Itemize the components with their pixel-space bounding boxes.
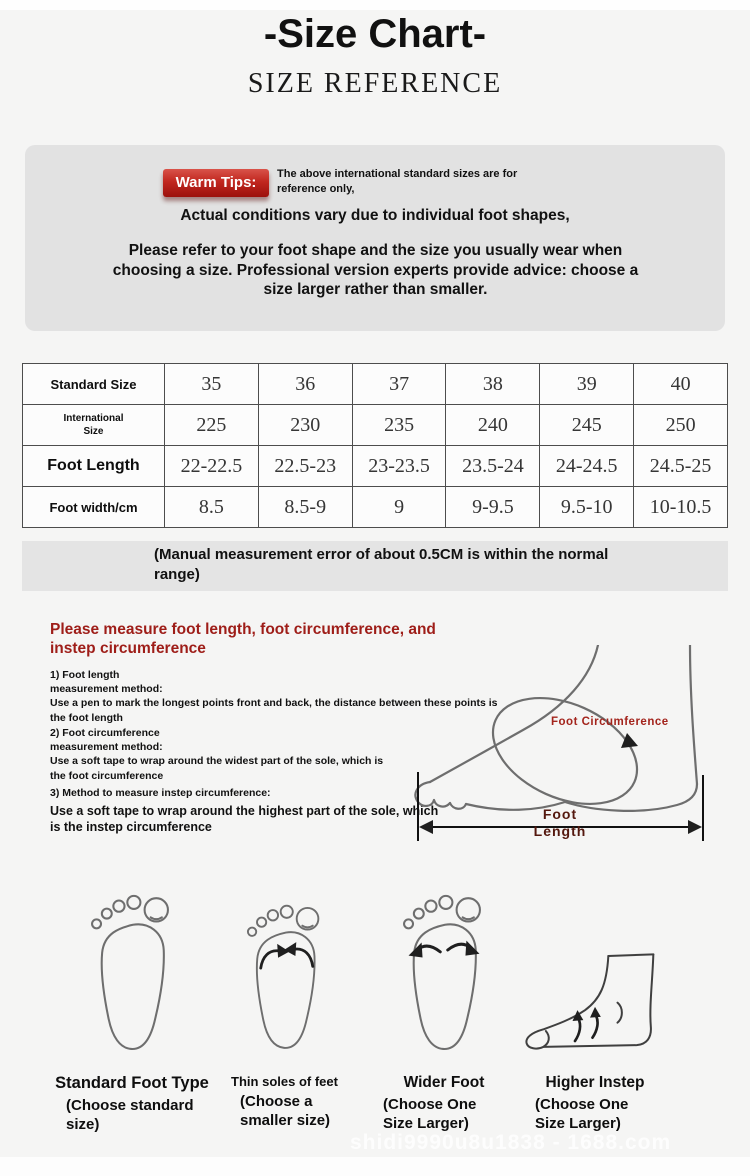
cell-standard-size: 39	[540, 364, 634, 405]
step-1-title: 1) Foot length	[50, 669, 120, 681]
foot-type-wider	[378, 890, 510, 1134]
cell-international-size: 230	[258, 405, 352, 446]
foot-length-label: Foot Length	[533, 806, 587, 839]
foot-type-standard	[52, 890, 212, 1135]
row-label-foot-length: Foot Length	[47, 457, 140, 474]
warm-tips-note: The above international standard sizes are for reference only,	[277, 168, 518, 196]
step-2-body: Use a soft tape to wrap around the widest part of the sole, which is the foot circumference	[50, 755, 384, 782]
step-3-title: 3) Method to measure instep circumference:	[50, 787, 271, 799]
cell-international-size: 235	[352, 405, 446, 446]
cell-international-size: 240	[446, 405, 540, 446]
foot-type-advice: (Choose One Size Larger)	[383, 1096, 477, 1132]
cell-standard-size: 35	[165, 364, 259, 405]
foot-type-name: Higher Instep	[545, 1074, 645, 1091]
warm-tips-paragraph: Please refer to your foot shape and the size you usually wear when choosing a size. Professional version experts provide advice: choose a size larger rather than smaller.	[112, 242, 639, 299]
cell-foot-length: 23.5-24	[446, 446, 540, 487]
foot-type-thin	[222, 890, 347, 1131]
cell-standard-size: 38	[446, 364, 540, 405]
cell-foot-width: 8.5-9	[258, 487, 352, 528]
warm-tips-badge: Warm Tips:	[163, 169, 269, 197]
higher-instep-foot-icon	[520, 940, 670, 1062]
top-strip	[0, 0, 750, 10]
size-table	[22, 363, 728, 528]
measure-guide-heading: Please measure foot length, foot circumference, and instep circumference	[50, 621, 436, 658]
cell-foot-width: 9.5-10	[540, 487, 634, 528]
step-1-body: Use a pen to mark the longest points front and back, the distance between these points is the foot length	[50, 697, 498, 724]
row-label-international-size: International Size	[63, 413, 124, 437]
warm-tips-headline: Actual conditions vary due to individual foot shapes,	[180, 207, 570, 224]
foot-type-higher-instep	[520, 890, 670, 1134]
cell-foot-width: 10-10.5	[634, 487, 728, 528]
foot-type-name: Standard Foot Type	[55, 1074, 209, 1092]
cell-foot-length: 22-22.5	[165, 446, 259, 487]
table-row-foot-width	[23, 487, 728, 528]
row-label-standard-size: Standard Size	[50, 376, 137, 392]
bottom-strip	[0, 1157, 750, 1176]
foot-circumference-label: Foot Circumference	[551, 716, 669, 728]
cell-foot-width: 9	[352, 487, 446, 528]
foot-type-advice: (Choose One Size Larger)	[535, 1096, 629, 1132]
cell-international-size: 245	[540, 405, 634, 446]
measure-step-2	[50, 726, 390, 783]
warm-tips-box	[25, 145, 725, 331]
watermark-text: shidi9990u8u1838 - 1688.com	[350, 1131, 672, 1154]
step-1-subtitle: measurement method:	[50, 683, 163, 696]
cell-foot-width: 8.5	[165, 487, 259, 528]
measurement-note-bar	[22, 541, 728, 591]
cell-foot-length: 23-23.5	[352, 446, 446, 487]
table-row-foot-length	[23, 446, 728, 487]
cell-foot-width: 9-9.5	[446, 487, 540, 528]
cell-standard-size: 37	[352, 364, 446, 405]
foot-type-advice: (Choose standard size)	[66, 1097, 194, 1133]
standard-foot-sole-icon	[73, 894, 191, 1062]
step-3-body: Use a soft tape to wrap around the highest part of the sole, which is the instep circumference	[50, 804, 439, 835]
foot-type-name: Wider Foot	[403, 1074, 485, 1091]
cell-foot-length: 24.5-25	[634, 446, 728, 487]
cell-standard-size: 36	[258, 364, 352, 405]
cell-foot-length: 22.5-23	[258, 446, 352, 487]
page-subtitle: SIZE REFERENCE	[247, 68, 503, 99]
wider-foot-sole-icon	[388, 894, 500, 1062]
cell-foot-length: 24-24.5	[540, 446, 634, 487]
cell-standard-size: 40	[634, 364, 728, 405]
step-2-subtitle: measurement method:	[50, 741, 163, 754]
cell-international-size: 225	[165, 405, 259, 446]
table-row-international-size	[23, 405, 728, 446]
row-label-foot-width: Foot width/cm	[49, 499, 138, 515]
step-2-title: 2) Foot circumference	[50, 727, 160, 739]
measurement-note-text: (Manual measurement error of about 0.5CM is within the normal range)	[154, 546, 609, 583]
foot-type-advice: (Choose a smaller size)	[240, 1093, 331, 1129]
foot-type-name: Thin soles of feet	[231, 1074, 338, 1089]
cell-international-size: 250	[634, 405, 728, 446]
table-row-standard-size	[23, 364, 728, 405]
page-title: -Size Chart-	[263, 12, 487, 56]
thin-foot-sole-icon	[233, 902, 337, 1062]
measure-step-3	[50, 786, 450, 836]
